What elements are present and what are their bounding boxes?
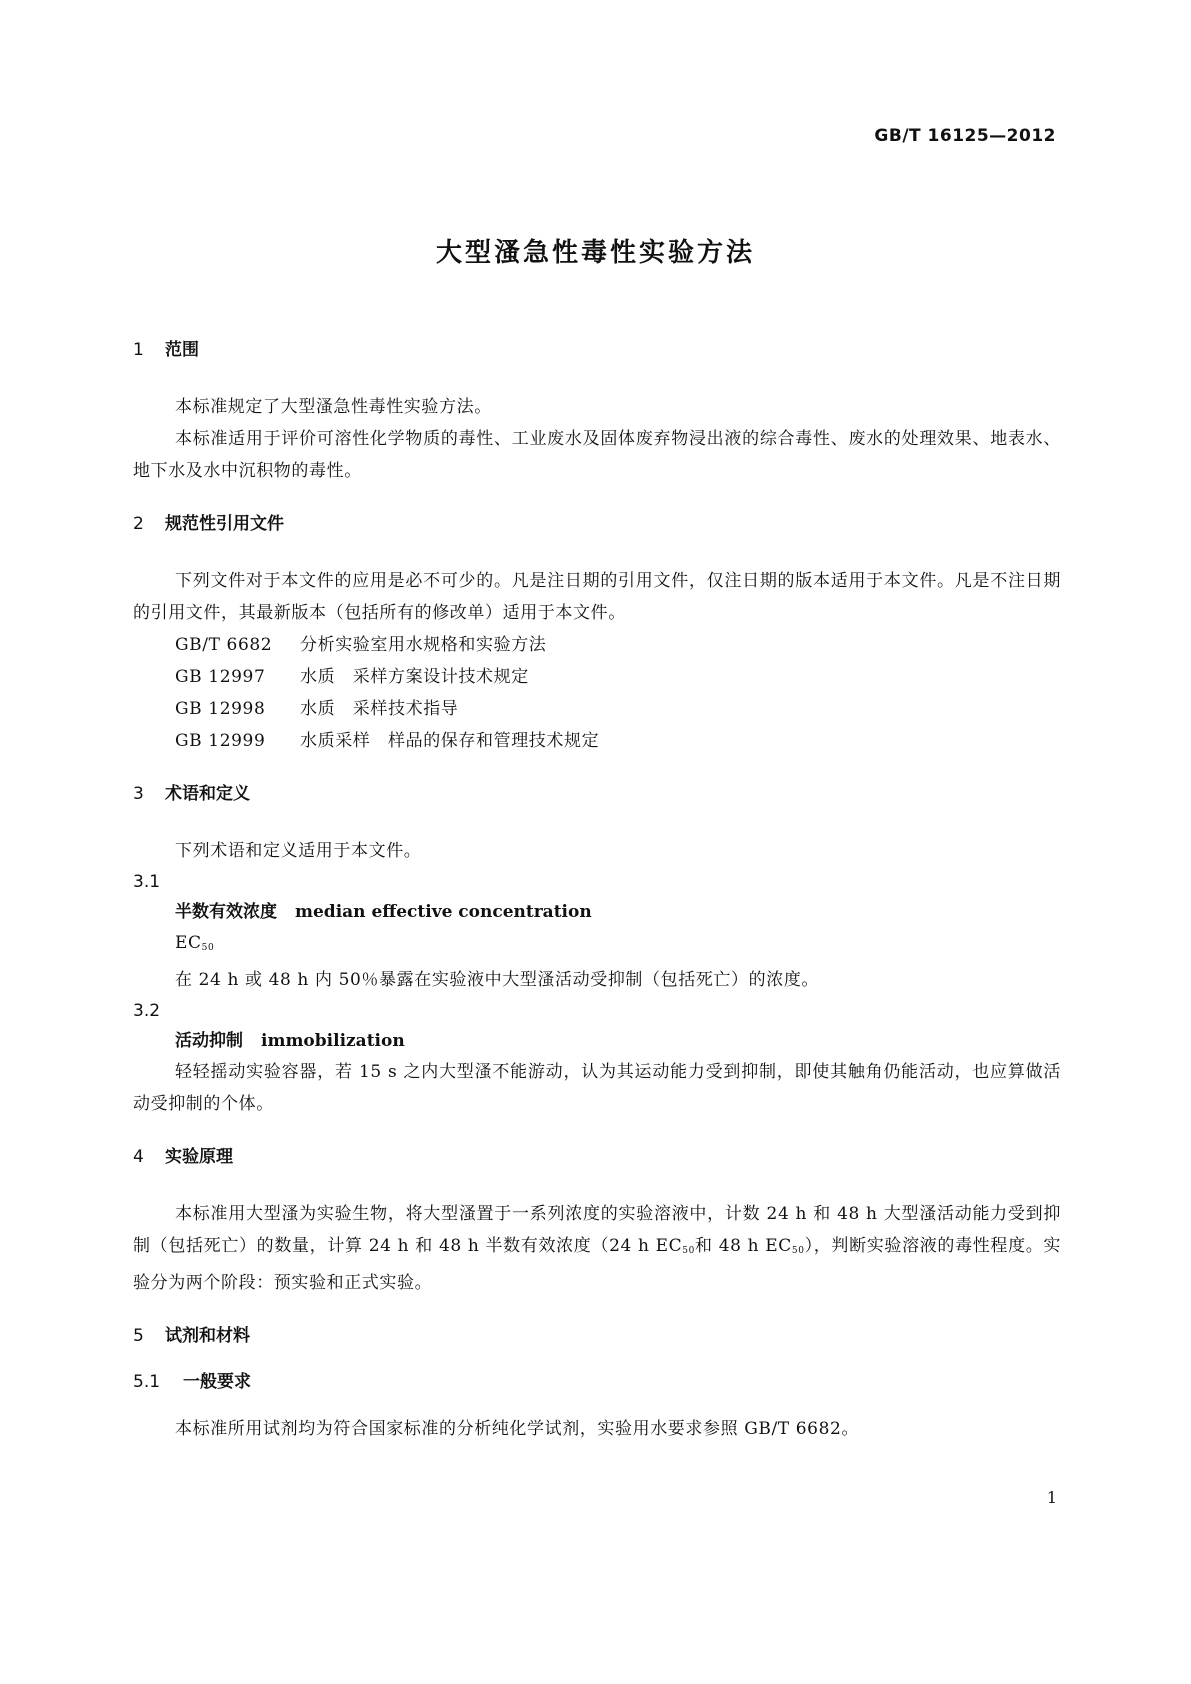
- subsection-title: 一般要求: [183, 1372, 251, 1392]
- term-abbreviation: [133, 927, 1061, 964]
- term-definition: 轻轻摇动实验容器，若 15 s 之内大型溞不能游动，认为其运动能力受到抑制，即使其触角仍能活动，也应算做活动受抑制的个体。: [133, 1062, 1061, 1114]
- subscript: 50: [791, 1246, 805, 1256]
- subscript: 50: [682, 1246, 695, 1256]
- section-number: 2: [133, 514, 144, 534]
- reference-code: GB 12997: [175, 667, 266, 687]
- section-number: 1: [133, 340, 144, 360]
- term-english: median effective concentration: [295, 902, 592, 922]
- term-heading: [133, 897, 1061, 927]
- section-1-paragraph-1: 本标准规定了大型溞急性毒性实验方法。: [175, 397, 492, 417]
- text-run: 本标准用大型溞为实验生物，将大型溞置于一系列浓度的实验溶液中，计数 24 h 和 48 h 大型溞活动能力受到抑制（包括死亡）的数量，计算 24 h 和 48 h 半数有效浓度（24 h EC: [133, 1204, 1061, 1256]
- section-5-heading: [133, 1321, 1061, 1351]
- section-title: 实验原理: [165, 1147, 233, 1167]
- term-english: immobilization: [261, 1031, 405, 1051]
- term-number: 3.1: [133, 872, 161, 892]
- text-run: 和 48 h EC: [694, 1236, 792, 1256]
- section-3-heading: [133, 779, 1061, 809]
- section-title: 范围: [165, 340, 199, 360]
- text-run: ），判断实验溶液的毒性程度。实验分为两个阶段：预实验和正式实验。: [133, 1236, 1062, 1293]
- section-1-heading: [133, 335, 1061, 365]
- section-2-heading: [133, 509, 1061, 539]
- document-body: [133, 335, 1061, 1445]
- reference-code: GB/T 6682: [175, 635, 273, 655]
- section-4-paragraph-1: [133, 1198, 1061, 1299]
- reference-item: [133, 693, 1061, 725]
- section-3-paragraph-1: 下列术语和定义适用于本文件。: [175, 841, 422, 861]
- subsection-5-1-paragraph-1: 本标准所用试剂均为符合国家标准的分析纯化学试剂，实验用水要求参照 GB/T 6682。: [175, 1419, 860, 1439]
- term-heading: [133, 1026, 1061, 1056]
- page-number: 1: [1046, 1488, 1057, 1507]
- section-title: 规范性引用文件: [165, 514, 284, 534]
- section-4-heading: [133, 1142, 1061, 1172]
- reference-title: 分析实验室用水规格和实验方法: [300, 635, 547, 655]
- reference-item: [133, 661, 1061, 693]
- section-2-paragraph-1: 下列文件对于本文件的应用是必不可少的。凡是注日期的引用文件，仅注日期的版本适用于本文件。凡是不注日期的引用文件，其最新版本（包括所有的修改单）适用于本文件。: [133, 571, 1061, 623]
- reference-item: [133, 725, 1061, 757]
- term-chinese: 活动抑制: [175, 1031, 243, 1051]
- standard-number: GB/T 16125—2012: [874, 126, 1056, 146]
- abbreviation-main: EC: [175, 933, 202, 953]
- section-number: 5: [133, 1326, 144, 1346]
- abbreviation-subscript: 50: [201, 943, 215, 953]
- reference-code: GB 12998: [175, 699, 266, 719]
- section-1-paragraph-2: 本标准适用于评价可溶性化学物质的毒性、工业废水及固体废弃物浸出液的综合毒性、废水的处理效果、地表水、地下水及水中沉积物的毒性。: [133, 429, 1061, 481]
- section-title: 术语和定义: [165, 784, 250, 804]
- term-number: 3.2: [133, 1001, 161, 1021]
- section-number: 4: [133, 1147, 144, 1167]
- reference-title: 水质采样 样品的保存和管理技术规定: [300, 731, 600, 751]
- reference-item: [133, 629, 1061, 661]
- subsection-number: 5.1: [133, 1372, 161, 1392]
- subsection-5-1-heading: [133, 1367, 1061, 1397]
- section-number: 3: [133, 784, 144, 804]
- term-chinese: 半数有效浓度: [175, 902, 277, 922]
- reference-title: 水质 采样技术指导: [300, 699, 459, 719]
- reference-code: GB 12999: [175, 731, 266, 751]
- reference-title: 水质 采样方案设计技术规定: [300, 667, 529, 687]
- document-title: 大型溞急性毒性实验方法: [435, 238, 755, 268]
- term-definition: 在 24 h 或 48 h 内 50％暴露在实验液中大型溞活动受抑制（包括死亡）的浓度。: [175, 970, 820, 990]
- section-title: 试剂和材料: [165, 1326, 250, 1346]
